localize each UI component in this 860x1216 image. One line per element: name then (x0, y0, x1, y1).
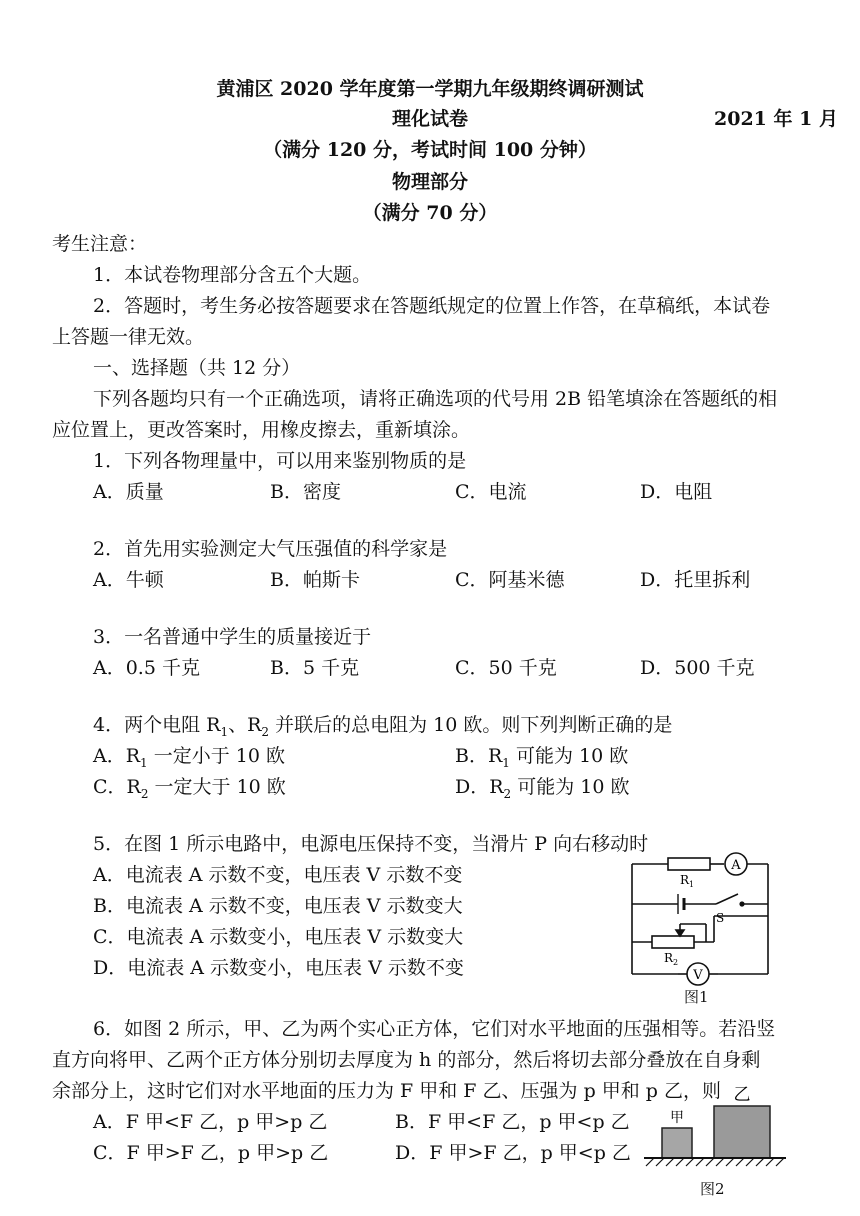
question-5-stem: 5．在图 1 所示电路中，电源电压保持不变，当滑片 P 向右移动时 (93, 833, 649, 855)
question-1-stem: 1．下列各物理量中，可以用来鉴别物质的是 (93, 450, 467, 472)
question-2-stem: 2．首先用实验测定大气压强值的科学家是 (93, 538, 448, 560)
question-2-option-b: B．帕斯卡 (270, 569, 360, 591)
part1-instructions-cont: 应位置上，更改答案时，用橡皮擦去，重新填涂。 (52, 419, 471, 441)
question-6-option-d: D．F 甲>F 乙，p 甲<p 乙 (395, 1142, 631, 1164)
question-6-option-a: A．F 甲<F 乙，p 甲>p 乙 (93, 1111, 328, 1133)
question-1-option-c: C．电流 (455, 481, 527, 503)
question-5-option-a: A．电流表 A 示数不变，电压表 V 示数不变 (93, 864, 463, 886)
question-4-option-d: D．$R_2$ 可能为 10 欧 (455, 776, 630, 801)
question-6-stem-cont-1: 直方向将甲、乙两个正方体分别切去厚度为 h 的部分，然后将切去部分叠放在自身剩 (52, 1049, 761, 1071)
question-3-option-b: B．5 千克 (270, 657, 360, 679)
question-4-option-a: A．$R_1$ 一定小于 10 欧 (93, 745, 285, 770)
question-1-option-b: B．密度 (270, 481, 341, 503)
notice-item-2: 2．答题时，考生务必按答题要求在答题纸规定的位置上作答，在草稿纸，本试卷 (93, 295, 771, 317)
question-2-option-d: D．托里拆利 (640, 569, 751, 591)
question-6-stem: 6．如图 2 所示，甲、乙为两个实心正方体，它们对水平地面的压强相等。若沿竖 (93, 1018, 776, 1040)
figure-2-cubes (640, 1086, 790, 1172)
question-3-stem: 3．一名普通中学生的质量接近于 (93, 626, 372, 648)
question-6-option-c: C．F 甲>F 乙，p 甲>p 乙 (93, 1142, 329, 1164)
question-4-stem: 4．两个电阻 $R_1$、$R_2$ 并联后的总电阻为 10 欧。则下列判断正确的是 (93, 714, 673, 739)
label-jia: 甲 (670, 1110, 684, 1126)
figure-2-caption: 图2 (700, 1180, 725, 1198)
question-2-option-c: C．阿基米德 (455, 569, 565, 591)
section-score-note: （满分 70 分） (362, 202, 498, 224)
section-title: 物理部分 (391, 171, 468, 193)
question-6-option-b: B．F 甲<F 乙，p 甲<p 乙 (395, 1111, 630, 1133)
question-5-option-b: B．电流表 A 示数不变，电压表 V 示数变大 (93, 895, 463, 917)
figure-1-circuit (620, 846, 780, 1011)
question-4-option-c: C．$R_2$ 一定大于 10 欧 (93, 776, 286, 801)
question-3-option-d: D．500 千克 (640, 657, 755, 679)
notice-item-1: 1．本试卷物理部分含五个大题。 (93, 264, 372, 286)
resistor-r2 (652, 936, 694, 948)
ammeter-label: A (731, 858, 741, 873)
question-1-option-d: D．电阻 (640, 481, 713, 503)
total-score-note: （满分 120 分，考试时间 100 分钟） (263, 139, 597, 161)
r2-label: $R_2$ (664, 951, 679, 967)
exam-date: 2021 年 1 月 (714, 108, 838, 130)
question-3-option-a: A．0.5 千克 (93, 657, 200, 679)
label-yi: 乙 (733, 1086, 751, 1105)
question-5-option-d: D．电流表 A 示数变小，电压表 V 示数不变 (93, 957, 464, 979)
resistor-r1 (668, 858, 710, 870)
ground-hatching (646, 1158, 784, 1166)
part1-heading: 一、选择题（共 12 分） (93, 357, 301, 379)
question-3-option-c: C．50 千克 (455, 657, 557, 679)
cube-jia (662, 1128, 692, 1158)
question-4-option-b: B．$R_1$ 可能为 10 欧 (455, 745, 629, 770)
question-5-option-c: C．电流表 A 示数变小，电压表 V 示数变大 (93, 926, 464, 948)
notice-item-2-cont: 上答题一律无效。 (52, 326, 205, 348)
voltmeter-label: V (693, 968, 703, 983)
question-2-option-a: A．牛顿 (93, 569, 164, 591)
switch-label: S (716, 911, 725, 925)
question-6-stem-cont-2: 余部分上，这时它们对水平地面的压力为 F 甲和 F 乙、压强为 p 甲和 p 乙，则 (52, 1080, 722, 1102)
exam-subtitle: 理化试卷 (391, 108, 468, 130)
r1-label: $R_1$ (680, 873, 695, 889)
exam-title: 黄浦区 2020 学年度第一学期九年级期终调研测试 (216, 78, 644, 100)
question-1-option-a: A．质量 (93, 481, 164, 503)
notice-heading: 考生注意： (52, 233, 148, 255)
cube-yi (714, 1106, 770, 1158)
part1-instructions: 下列各题均只有一个正确选项，请将正确选项的代号用 2B 铅笔填涂在答题纸的相 (93, 388, 778, 410)
figure-1-caption: 图1 (684, 988, 709, 1006)
